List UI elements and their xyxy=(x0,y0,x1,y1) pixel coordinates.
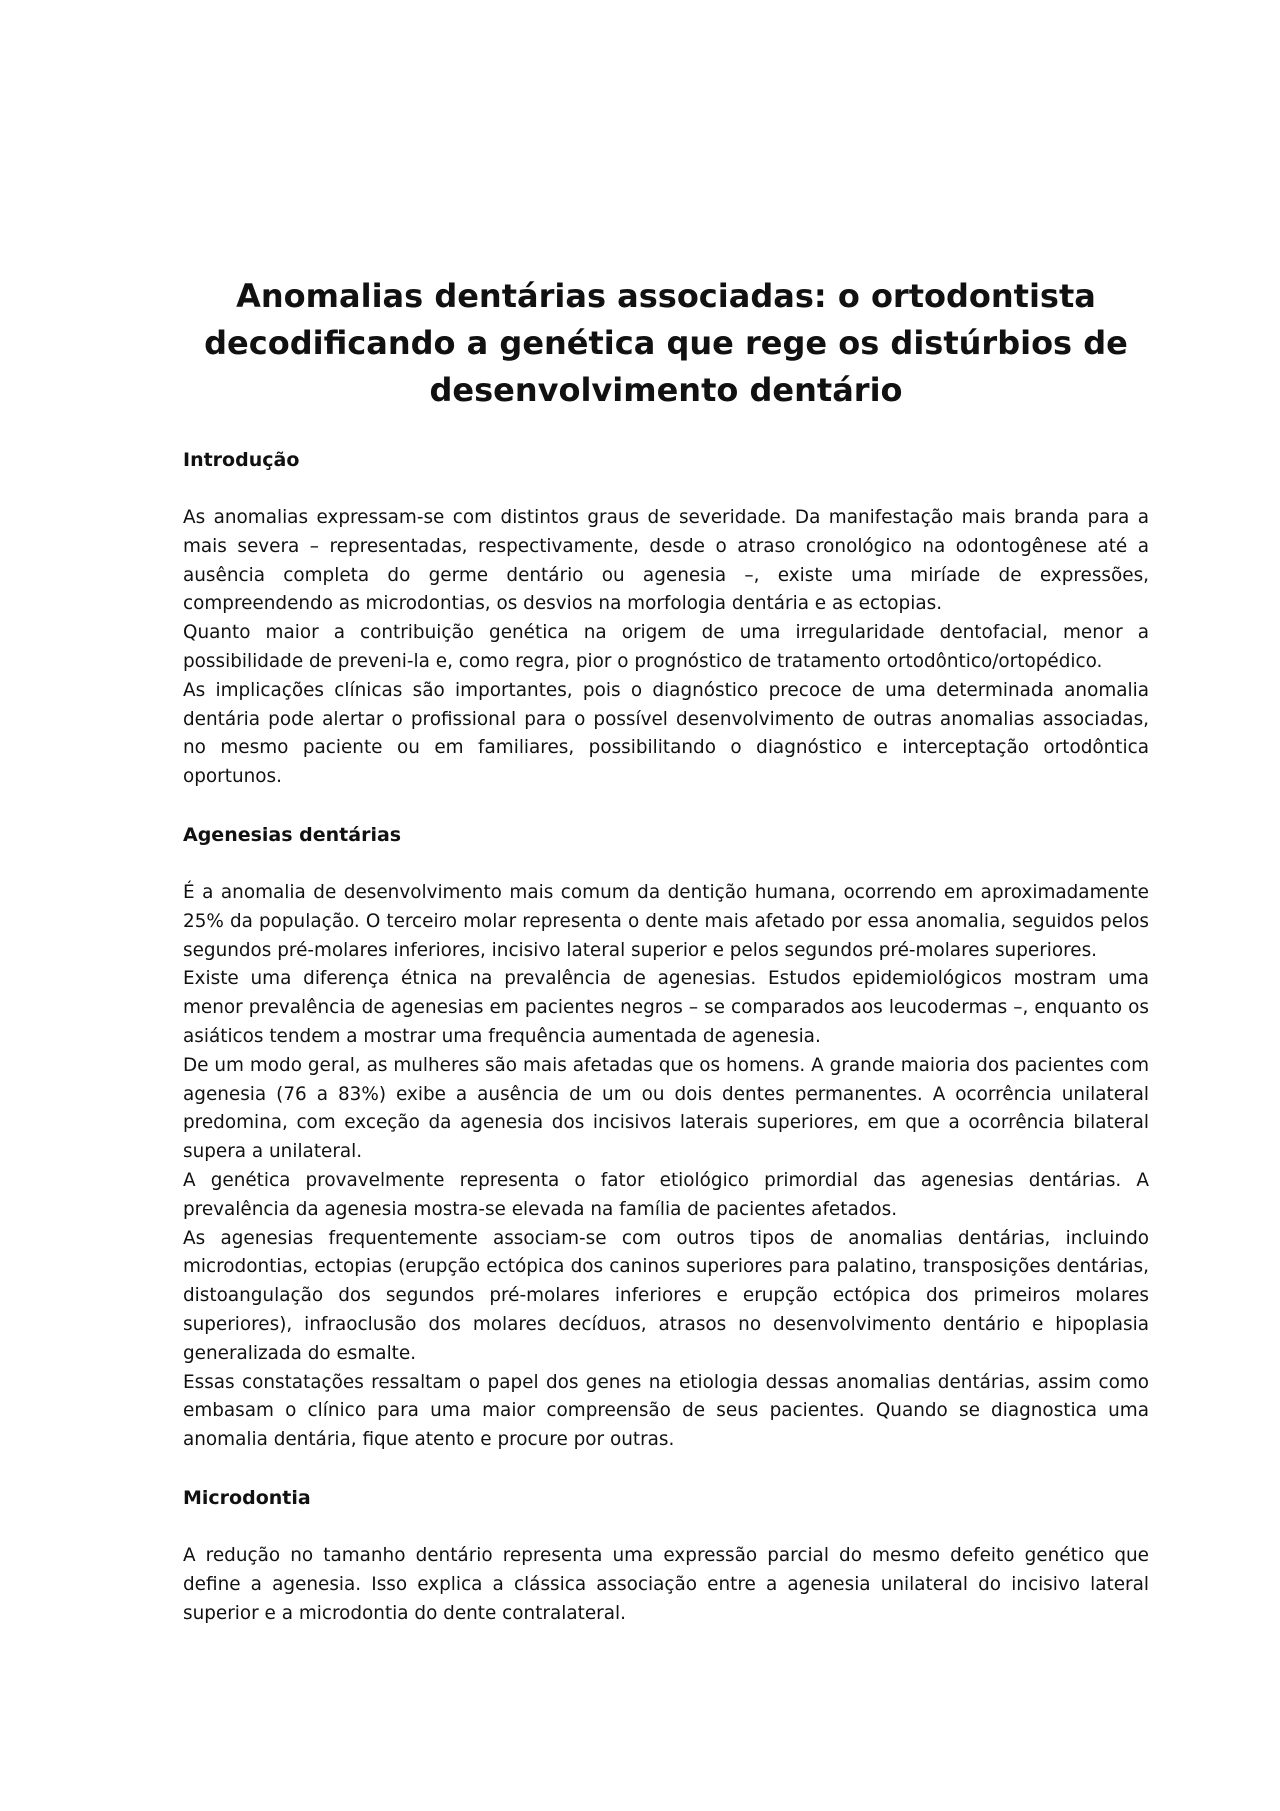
spacer xyxy=(183,414,1149,446)
paragraph: A genética provavelmente representa o fator etiológico primordial das agenesias dentárias. A prevalência da agenesia mostra-se elevada na família de pacientes afetados. xyxy=(183,1169,1149,1220)
spacer xyxy=(183,475,1149,504)
spacer xyxy=(183,1455,1149,1484)
spacer xyxy=(183,850,1149,879)
section-heading-introducao: Introdução xyxy=(183,449,300,471)
paragraph: Existe uma diferença étnica na prevalência de agenesias. Estudos epidemiológicos mostram uma menor prevalência de agenesias em pacientes negros – se comparados aos leucodermas –, enquanto os asiáticos tendem a mostrar uma frequência aumentada de agenesia. xyxy=(183,968,1149,1047)
paragraph: As anomalias expressam-se com distintos graus de severidade. Da manifestação mais branda para a mais severa – representadas, respectivamente, desde o atraso cronológico na odontogênese até a ausência completa do germe dentário ou agenesia –, existe uma miríade de expressões, compreendendo as microdontias, os desvios na morfologia dentária e as ectopias. xyxy=(183,507,1149,615)
spacer xyxy=(183,792,1149,821)
paragraph: A redução no tamanho dentário representa uma expressão parcial do mesmo defeito genético que define a agenesia. Isso explica a clássica associação entre a agenesia unilateral do incisivo lateral superior e a microdontia do dente contralateral. xyxy=(183,1544,1149,1624)
section-heading-agenesias: Agenesias dentárias xyxy=(183,823,402,846)
paragraph: É a anomalia de desenvolvimento mais comum da dentição humana, ocorrendo em aproximadamente 25% da população. O terceiro molar representa o dente mais afetado por essa anomalia, seguidos pelos segundos pré-molares inferiores, incisivo lateral superior e pelos segundos pré-molares superiores. xyxy=(183,881,1149,961)
paragraph: As implicações clínicas são importantes, pois o diagnóstico precoce de uma determinada anomalia dentária pode alertar o profissional para o possível desenvolvimento de outras anomalias associadas, no mesmo paciente ou em familiares, possibilitando o diagnóstico e interceptação ortodôntica oportunos. xyxy=(183,679,1149,788)
paragraph: Quanto maior a contribuição genética na origem de uma irregularidade dentofacial, menor a possibilidade de preveni-la e, como regra, pior o prognóstico de tratamento ortodôntico/ortopédico. xyxy=(183,622,1149,672)
document-body xyxy=(183,273,1149,1628)
paragraph: As agenesias frequentemente associam-se com outros tipos de anomalias dentárias, incluindo microdontias, ectopias (erupção ectópica dos caninos superiores para palatino, transposições dentárias, distoangulação dos segundos pré-molares inferiores e erupção ectópica dos primeiros molares superiores), infraoclusão dos molares decíduos, atrasos no desenvolvimento dentário e hipoplasia generalizada do esmalte. xyxy=(183,1227,1149,1364)
paragraph: De um modo geral, as mulheres são mais afetadas que os homens. A grande maioria dos pacientes com agenesia (76 a 83%) exibe a ausência de um ou dois dentes permanentes. A ocorrência unilateral predomina, com exceção da agenesia dos incisivos laterais superiores, em que a ocorrência bilateral supera a unilateral. xyxy=(183,1054,1149,1163)
document-title: Anomalias dentárias associadas: o ortodontista decodificando a genética que rege os distúrbios de desenvolvimento dentário xyxy=(204,277,1128,409)
paragraph: Essas constatações ressaltam o papel dos genes na etiologia dessas anomalias dentárias, assim como embasam o clínico para uma maior compreensão de seus pacientes. Quando se diagnostica uma anomalia dentária, fique atento e procure por outras. xyxy=(183,1371,1149,1451)
spacer xyxy=(183,1513,1149,1542)
section-heading-microdontia: Microdontia xyxy=(183,1486,311,1509)
